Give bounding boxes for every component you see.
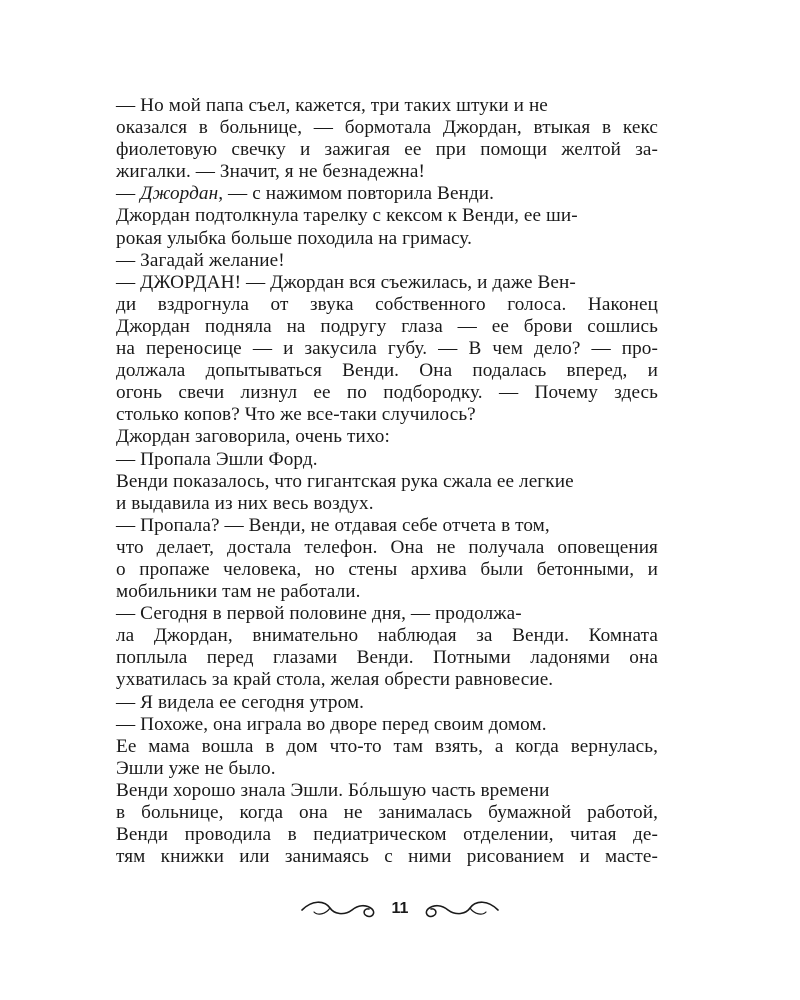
text-line: оказался в больнице, — бормотала Джордан, втыкая в кекс <box>116 117 658 139</box>
text-line: — Сегодня в первой половине дня, — продолжа- <box>116 603 522 625</box>
text-line-content: — Но мой папа съел, кажется, три таких штуки и не <box>116 95 548 116</box>
text-line: — ДЖОРДАН! — Джордан вся съежилась, и даже Вен- <box>116 271 576 293</box>
text-line: должала допытываться Венди. Она подалась вперед, и <box>116 360 658 382</box>
text-line: огонь свечи лизнул ее по подбородку. — Почему здесь <box>116 382 658 404</box>
page-footer <box>0 891 800 927</box>
text-line: — Загадай желание! <box>116 249 285 271</box>
flourish-right-icon <box>420 894 500 924</box>
text-line: — Я видела ее сегодня утром. <box>116 691 365 713</box>
text-line: тям книжки или занимаясь с ними рисованием и масте- <box>116 846 658 868</box>
text-line: рокая улыбка больше походила на гримасу. <box>116 227 472 249</box>
text-line: ухватилась за край стола, желая обрести равновесие. <box>116 669 554 691</box>
text-line: и выдавила из них весь воздух. <box>116 492 374 514</box>
text-line: Венди хорошо знала Эшли. Бóльшую часть времени <box>116 779 550 801</box>
text-line: Венди проводила в педиатрическом отделении, читая де- <box>116 824 658 846</box>
flourish-left-icon <box>300 894 380 924</box>
text-line: фиолетовую свечку и зажигая ее при помощи желтой за- <box>116 139 658 161</box>
text-line: поплыла перед глазами Венди. Потными ладонями она <box>116 647 658 669</box>
text-line: — Похоже, она играла во дворе перед своим домом. <box>116 713 547 735</box>
text-line-content: — с нажимом повторила Венди. <box>223 183 495 205</box>
text-line: что делает, достала телефон. Она не получала оповещения <box>116 536 658 558</box>
italic-name: Джордан, <box>140 183 224 205</box>
text-line: Ее мама вошла в дом что-то там взять, а когда вернулась, <box>116 735 658 757</box>
text-line: мобильники там не работали. <box>116 581 361 603</box>
text-line: — Пропала? — Венди, не отдавая себе отчета в том, <box>116 514 550 536</box>
page-number: 11 <box>391 900 409 917</box>
text-line: жигалки. — Значит, я не безнадежна! <box>116 161 425 183</box>
text-line: — Джордан, — с нажимом повторила Венди. <box>116 183 495 205</box>
text-line: о пропаже человека, но стены архива были бетонными, и <box>116 558 658 580</box>
text-line: Венди показалось, что гигантская рука сжала ее легкие <box>116 470 574 492</box>
text-line: Джордан заговорила, очень тихо: <box>116 426 390 448</box>
text-line: ди вздрогнула от звука собственного голоса. Наконец <box>116 293 658 315</box>
text-line: ла Джордан, внимательно наблюдая за Венди. Комната <box>116 625 658 647</box>
page-body-text <box>116 95 658 868</box>
text-line: на переносице — и закусила губу. — В чем дело? — про- <box>116 338 658 360</box>
text-line: Джордан подняла на подругу глаза — ее брови сошлись <box>116 315 658 337</box>
text-line: Джордан подтолкнула тарелку с кексом к Венди, ее ши- <box>116 205 578 227</box>
text-line: — Пропала Эшли Форд. <box>116 448 318 470</box>
text-line: в больнице, когда она не занималась бумажной работой, <box>116 802 658 823</box>
text-line: столько копов? Что же все-таки случилось? <box>116 404 476 426</box>
text-line <box>116 95 658 117</box>
text-line: Эшли уже не было. <box>116 757 276 779</box>
